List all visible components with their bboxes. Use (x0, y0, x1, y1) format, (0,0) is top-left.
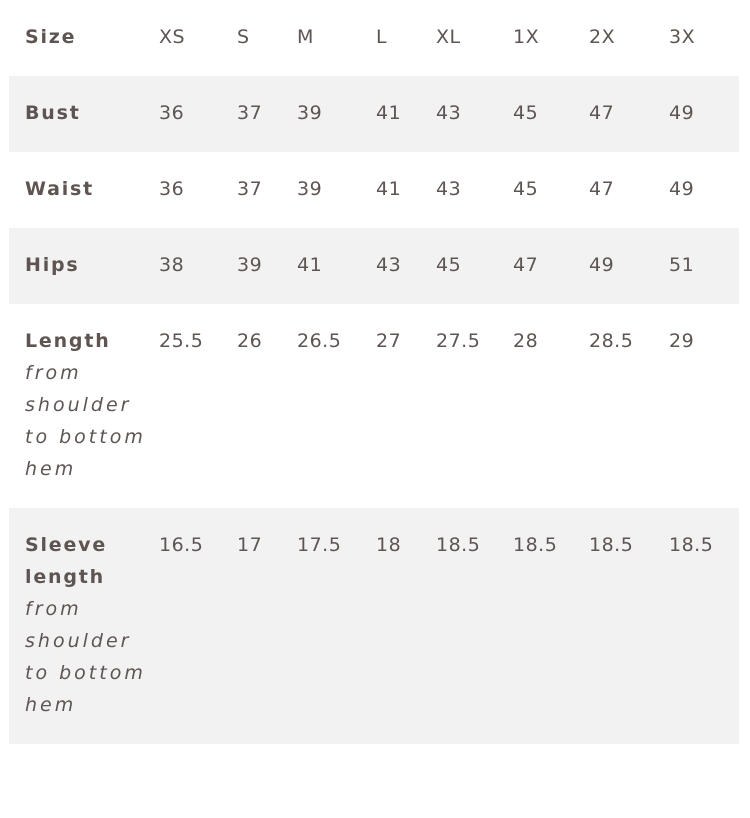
hips-m-value: 41 (297, 254, 323, 276)
size-s-header: S (237, 26, 250, 48)
hips-1x-value: 47 (513, 254, 539, 276)
bust-m-value: 39 (297, 102, 323, 124)
sleeve-xs-value: 16.5 (159, 534, 204, 556)
bust-row (9, 76, 739, 152)
size-l-header: L (376, 26, 388, 48)
waist-3x-value: 49 (669, 178, 695, 200)
waist-label: Waist (25, 178, 95, 200)
hips-3x-value: 51 (669, 254, 695, 276)
hips-xs-value: 38 (159, 254, 185, 276)
waist-row (9, 152, 739, 228)
length-l-value: 27 (376, 330, 402, 352)
hips-row (9, 228, 739, 304)
size-3x-header: 3X (669, 26, 696, 48)
size-header-row (9, 0, 739, 76)
hips-l-value: 43 (376, 254, 402, 276)
sleeve-3x-value: 18.5 (669, 534, 714, 556)
bust-l-value: 41 (376, 102, 402, 124)
sleeve-1x-value: 18.5 (513, 534, 558, 556)
length-xs-value: 25.5 (159, 330, 204, 352)
length-s-value: 26 (237, 330, 263, 352)
sleeve-length-note: from shoulder to bottom hem (25, 598, 146, 716)
bust-2x-value: 47 (589, 102, 615, 124)
sleeve-s-value: 17 (237, 534, 263, 556)
waist-xl-value: 43 (436, 178, 462, 200)
length-2x-value: 28.5 (589, 330, 634, 352)
hips-s-value: 39 (237, 254, 263, 276)
size-chart-table (9, 0, 739, 744)
sleeve-2x-value: 18.5 (589, 534, 634, 556)
length-row (9, 304, 739, 508)
sleeve-length-label: Sleeve length from shoulder to bottom hem (9, 508, 159, 744)
sleeve-xl-value: 18.5 (436, 534, 481, 556)
sleeve-m-value: 17.5 (297, 534, 342, 556)
size-xl-header: XL (436, 26, 461, 48)
hips-xl-value: 45 (436, 254, 462, 276)
bust-xs-value: 36 (159, 102, 185, 124)
bust-label: Bust (25, 102, 81, 124)
waist-xs-value: 36 (159, 178, 185, 200)
length-3x-value: 29 (669, 330, 695, 352)
bust-s-value: 37 (237, 102, 263, 124)
size-2x-header: 2X (589, 26, 616, 48)
bust-xl-value: 43 (436, 102, 462, 124)
sleeve-l-value: 18 (376, 534, 402, 556)
length-note: from shoulder to bottom hem (25, 362, 146, 480)
waist-1x-value: 45 (513, 178, 539, 200)
hips-2x-value: 49 (589, 254, 615, 276)
length-1x-value: 28 (513, 330, 539, 352)
length-m-value: 26.5 (297, 330, 342, 352)
waist-2x-value: 47 (589, 178, 615, 200)
bust-1x-value: 45 (513, 102, 539, 124)
length-xl-value: 27.5 (436, 330, 481, 352)
hips-label: Hips (25, 254, 80, 276)
size-xs-header: XS (159, 26, 186, 48)
size-m-header: M (297, 26, 314, 48)
size-header-label: Size (25, 26, 77, 48)
waist-l-value: 41 (376, 178, 402, 200)
bust-3x-value: 49 (669, 102, 695, 124)
size-1x-header: 1X (513, 26, 540, 48)
sleeve-length-row (9, 508, 739, 744)
waist-m-value: 39 (297, 178, 323, 200)
length-label: Length from shoulder to bottom hem (9, 304, 159, 508)
waist-s-value: 37 (237, 178, 263, 200)
